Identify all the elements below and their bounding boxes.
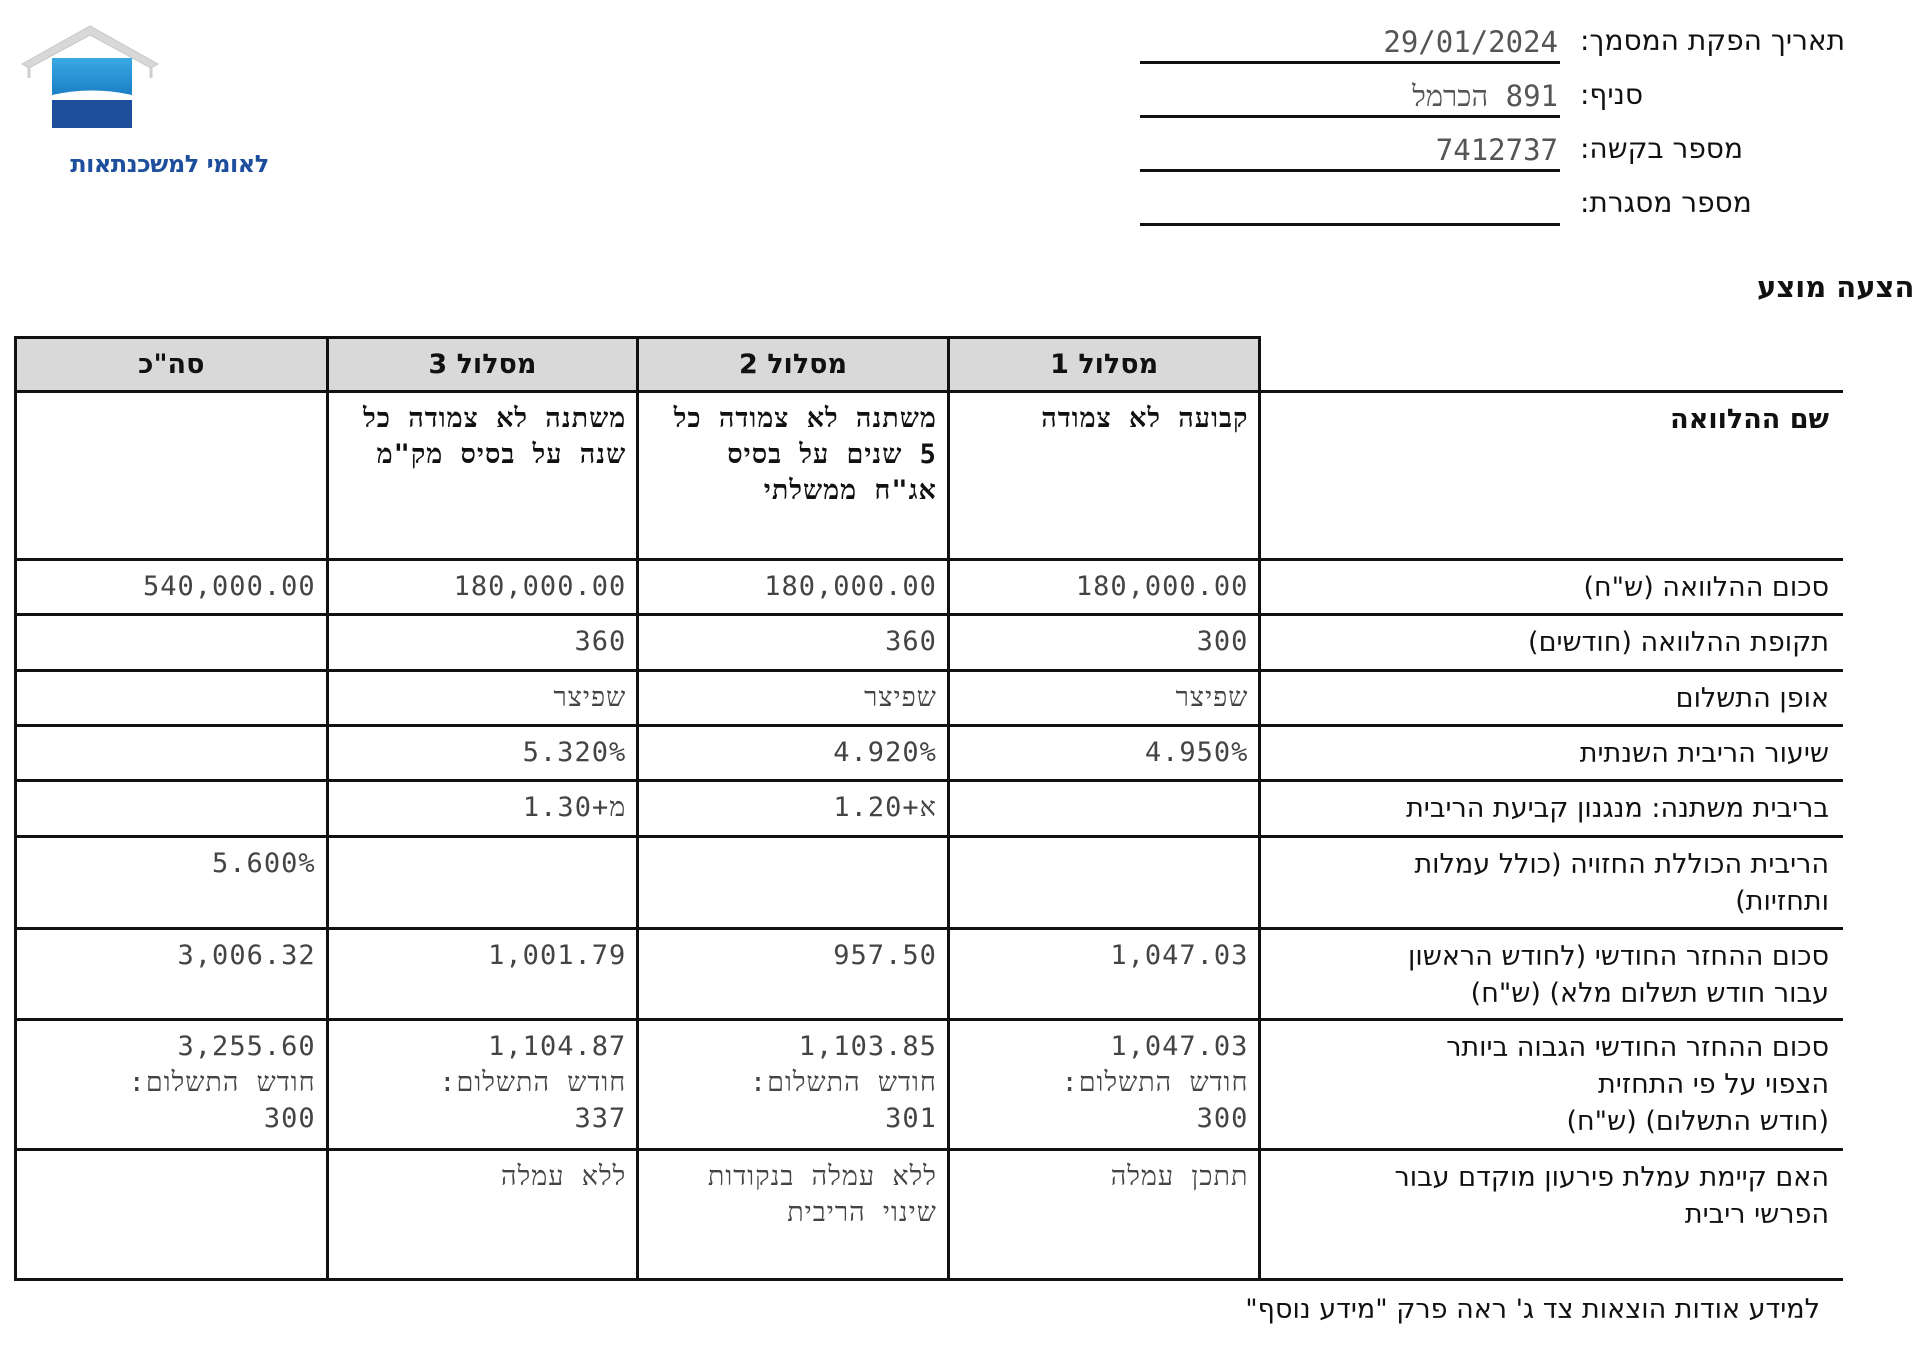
table-cell: ללא עמלה: [501, 1161, 627, 1192]
table-row: [16, 1020, 1844, 1150]
issue-date-row: [1140, 20, 1860, 74]
table-cell: מ+1.30: [522, 792, 627, 823]
table-cell: 360: [574, 626, 627, 657]
row-label: שם ההלוואה: [1670, 404, 1829, 435]
table-cell: 540,000.00: [143, 571, 316, 602]
row-label: אופן התשלום: [1675, 683, 1829, 714]
table-row: [16, 392, 1844, 560]
table-cell: 180,000.00: [1075, 571, 1249, 602]
table-row: [16, 726, 1844, 781]
table-cell: משתנה לא צמודה כל 5 שנים על בסיס אג"ח ממשלתי: [673, 403, 937, 506]
table-row: [16, 929, 1844, 1020]
table-cell: [17, 1151, 326, 1165]
row-label: סכום ההחזר החודשי (לחודש הראשון עבור חודש תשלום מלא) (ש"ח): [1408, 941, 1829, 1009]
total-header: סה"כ: [16, 338, 328, 392]
table-cell: 1,047.03 חודש התשלום: 300: [1061, 1031, 1249, 1134]
table-cell: [639, 838, 947, 852]
table-row: [16, 837, 1844, 929]
table-cell: 3,006.32: [177, 940, 316, 971]
row-label: תקופת ההלוואה (חודשים): [1528, 627, 1829, 658]
table-cell: משתנה לא צמודה כל שנה על בסיס מק"מ: [363, 403, 627, 470]
table-cell: שפיצר: [864, 682, 937, 713]
loan-tracks-table: [14, 336, 1843, 1281]
track-3-header: מסלול 3: [327, 338, 638, 392]
branch-row: [1140, 74, 1860, 128]
row-label: הריבית הכוללת החזויה (כולל עמלות ותחזיות): [1414, 849, 1829, 917]
issue-date-label: תאריך הפקת המסמך:: [1580, 24, 1846, 57]
table-cell: 300: [1196, 626, 1249, 657]
table-cell: 360: [885, 626, 937, 657]
row-label: האם קיימת עמלת פירעון מוקדם עבור הפרשי ריבית: [1394, 1162, 1829, 1230]
table-row: [16, 560, 1844, 615]
request-number-label: מספר בקשה:: [1580, 132, 1743, 165]
table-cell: [950, 782, 1259, 796]
issue-date-value: 29/01/2024: [1140, 20, 1560, 64]
table-cell: 180,000.00: [764, 571, 937, 602]
framework-number-label: מספר מסגרת:: [1580, 186, 1752, 219]
row-label: סכום ההחזר החודשי הגבוה ביותר הצפוי על פי התחזית (חודש התשלום) (ש"ח): [1446, 1032, 1829, 1137]
table-cell: קבועה לא צמודה: [1041, 403, 1249, 434]
track-1-header: מסלול 1: [948, 338, 1260, 392]
table-cell: 1,103.85 חודש התשלום: 301: [749, 1031, 937, 1134]
table-cell: ללא עמלה בנקודות שינוי הריבית: [707, 1161, 937, 1228]
table-cell: 4.950%: [1144, 737, 1249, 768]
table-cell: [17, 672, 326, 686]
table-cell: שפיצר: [1175, 682, 1249, 713]
table-cell: 5.320%: [522, 737, 627, 768]
table-cell: 957.50: [833, 940, 937, 971]
third-party-expenses-note: למידע אודות הוצאות צד ג' ראה פרק "מידע נוסף": [1245, 1294, 1820, 1325]
table-cell: 3,255.60 חודש התשלום: 300: [128, 1031, 316, 1134]
framework-number-row: [1140, 182, 1860, 236]
table-row: [16, 781, 1844, 837]
track-2-header: מסלול 2: [638, 338, 949, 392]
row-label: שיעור הריבית השנתית: [1579, 738, 1829, 769]
table-row: [16, 671, 1844, 726]
label-column-header: [1260, 338, 1843, 392]
table-cell: 5.600%: [212, 848, 316, 879]
table-cell: 1,047.03: [1110, 940, 1249, 971]
request-number-value: 7412737: [1140, 128, 1560, 172]
table-cell: [950, 838, 1259, 852]
table-row: [16, 615, 1844, 671]
table-cell: [17, 782, 326, 796]
table-cell: [17, 616, 326, 630]
table-cell: 1,001.79: [488, 940, 627, 971]
table-cell: שפיצר: [553, 682, 627, 713]
table-cell: 4.920%: [833, 737, 937, 768]
branch-label: סניף:: [1580, 78, 1643, 111]
request-number-row: [1140, 128, 1860, 182]
table-cell: א+1.20: [833, 792, 937, 823]
table-row: [16, 1150, 1844, 1280]
row-label: סכום ההלוואה (ש"ח): [1583, 572, 1829, 603]
table-cell: תתכן עמלה: [1110, 1161, 1249, 1192]
logo-text: לאומי למשכנתאות: [70, 150, 269, 178]
table-cell: [329, 838, 637, 852]
table-header-row: [16, 338, 1844, 392]
section-title: הצעה מוצע: [1757, 270, 1914, 304]
framework-number-value: [1140, 182, 1560, 226]
bank-logo: [22, 22, 269, 182]
table-cell: 180,000.00: [453, 571, 627, 602]
table-cell: [17, 727, 326, 741]
table-cell: [17, 393, 326, 407]
table-cell: 1,104.87 חודש התשלום: 337: [439, 1031, 627, 1134]
branch-value: 891 הכרמל: [1140, 74, 1560, 118]
row-label: בריבית משתנה: מנגנון קביעת הריבית: [1406, 793, 1829, 824]
